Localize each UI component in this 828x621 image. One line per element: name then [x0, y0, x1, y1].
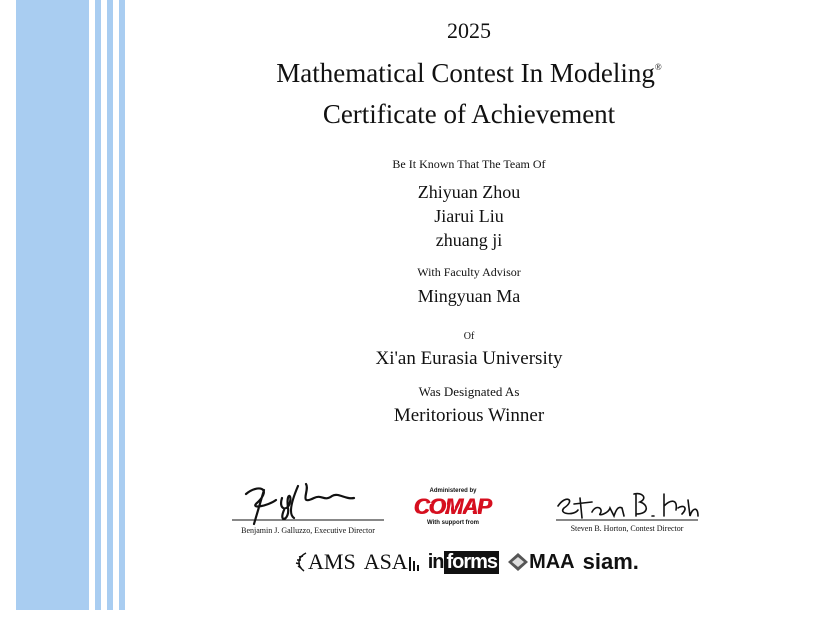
informs-logo-text-b: forms	[446, 550, 498, 573]
asa-bars-icon	[408, 551, 420, 573]
certificate-year: 2025	[447, 18, 491, 43]
team-member: Zhiyuan Zhou	[417, 182, 521, 202]
ams-logo	[294, 549, 356, 575]
laurel-icon	[294, 551, 308, 573]
siam-logo: siam.	[582, 549, 639, 574]
signature-scribble-icon	[552, 486, 702, 524]
contest-name	[150, 58, 788, 89]
team-member: zhuang ji	[435, 230, 503, 250]
border-stripe-thin	[95, 0, 101, 610]
comap-logo: COMAP	[414, 494, 492, 519]
border-stripe-wide	[16, 0, 89, 610]
informs-logo	[428, 551, 499, 574]
asa-logo	[364, 549, 420, 575]
support-label: With support from	[427, 520, 479, 526]
comap-logo-block	[412, 488, 494, 526]
informs-logo-text-a: in	[427, 550, 444, 573]
designated-label: Was Designated As	[418, 384, 520, 399]
maa-logo	[507, 551, 575, 574]
advisor-label: With Faculty Advisor	[417, 265, 521, 279]
team-member: Jiarui Liu	[434, 206, 504, 226]
maa-logo-text: MAA	[529, 550, 575, 573]
contest-director-signature	[552, 486, 702, 533]
award-title: Meritorious Winner	[393, 405, 545, 426]
maa-emblem-icon	[507, 552, 529, 572]
signature-caption: Benjamin J. Galluzzo, Executive Director	[241, 526, 375, 535]
executive-director-signature	[228, 480, 388, 535]
contest-name-text: Mathematical Contest In Modeling	[276, 58, 655, 88]
faculty-advisor: Mingyuan Ma	[417, 286, 521, 306]
registered-mark: ®	[654, 62, 662, 72]
asa-logo-text: ASA	[363, 549, 408, 574]
signature-scribble-icon	[228, 480, 388, 526]
decorative-border-stripes	[0, 0, 140, 610]
known-line: Be It Known That The Team Of	[392, 157, 546, 171]
sponsor-logos	[294, 549, 639, 575]
border-stripe-thin	[107, 0, 113, 610]
certificate-title: Certificate of Achievement	[322, 99, 616, 129]
signature-caption: Steven B. Horton, Contest Director	[570, 524, 684, 533]
administered-label: Administered by	[429, 488, 477, 494]
ams-logo-text: AMS	[308, 549, 356, 574]
of-label: Of	[463, 331, 475, 342]
border-stripe-thin	[119, 0, 125, 610]
university-name: Xi'an Eurasia University	[375, 348, 563, 369]
